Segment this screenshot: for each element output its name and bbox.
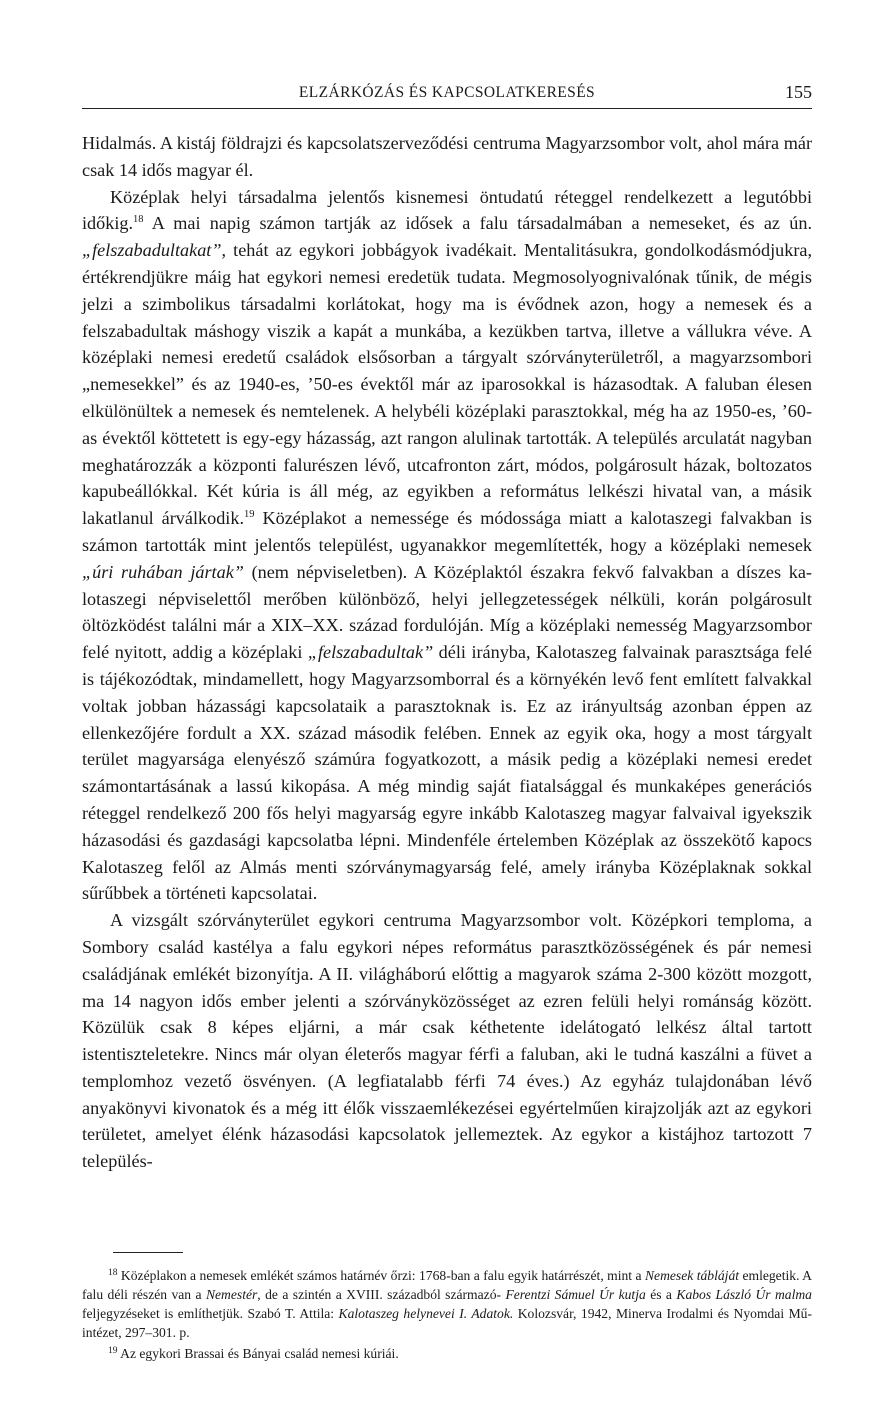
footnote-18-em-3: Ferentzi Sámuel Úr kutja (505, 1287, 646, 1302)
footnote-18-text-c: , de a szintén a XVIII. századból származó- (257, 1287, 506, 1302)
footnote-18-em-4: Kabos László Úr malma (676, 1287, 812, 1302)
footnote-18-em-2: Nemestér (205, 1287, 258, 1302)
footnote-18-text-b: emlegetik. A falu déli részén van a (82, 1268, 812, 1302)
footnote-18-number: 18 (108, 1268, 118, 1278)
paragraph-2-text-d: Középlakot a nemessége és módossága miatt a kalotaszegi falvakban is számon tartották mint jelentős települést, ugyanakkor megemlítették, hogy a középlaki nemesek (82, 508, 812, 555)
footnote-18 (82, 1266, 812, 1342)
page-number: 155 (785, 82, 812, 102)
footnote-18-text-e: feljegyzéseket is említhetjük. Szabó T. Attila: (82, 1306, 339, 1321)
running-title: ELZÁRKÓZÁS ÉS KAPCSOLATKERESÉS (298, 84, 596, 101)
footnotes (82, 1266, 812, 1363)
paragraph-2-quote-uri-ruhaban: „úri ruhában jártak” (82, 561, 244, 582)
paragraph-1 (82, 130, 812, 184)
paragraph-2-quote-felszabadultak: „felszabadultak” (307, 642, 434, 663)
paragraph-2-text-a: Középlak helyi társadalma jelentős kisnemesi öntudatú réteggel rendelkezett a legutóbbi időkig. (82, 186, 812, 234)
running-header (82, 80, 812, 109)
footnote-ref-18[interactable]: 18 (133, 214, 144, 226)
paragraph-3-text: A vizsgált szórványterület egykori centruma Magyarzsombor volt. Középkori temploma, a Sombory család kastélya a falu egykori népes református parasztközösségének és pár nemesi családjának emlékét bizonyítja. A II. világháború előttig a magyarok száma 2-300 között mozgott, ma 14 nagyon idős ember jelenti a szórványközösséget az ezren felüli helyi románság között. Közülük csak 8 képes eljárni, a már csak kéthetente idelátogató lelkész által tartott istentiszteletekre. Nincs már olyan életerős magyar férfi a faluban, aki le tudná kaszálni a füvet a templomhoz vezető ösvényen. (A legfiatalabb férfi 74 éves.) Az egyház tulajdonában lévő anyakönyvi kivonatok és a még itt élők visszaemlékezései egyértelműen kirajzolják azt az egykori területet, amelyet élénk házasodási kapcsolatok jellemeztek. Az egykor a kistájhoz tartozott 7 település- (82, 910, 812, 1172)
body-text (82, 130, 812, 1175)
paragraph-2-text-e: (nem népviseletben). A Középlaktól északra fekvő falvakban a díszes kalotaszegi népviselettől merőben különböző, helyi jellegzetességek nélküli, korán polgárosult öltözködést találni már a XIX–XX. század fordulóján. Míg a középlaki nemesség Magyarzsombor felé nyitott, addig a középlaki (82, 561, 812, 663)
paragraph-3 (82, 907, 812, 1175)
footnote-19 (82, 1344, 812, 1363)
footnote-ref-19[interactable]: 19 (244, 509, 255, 521)
footnote-divider (113, 1252, 183, 1253)
paragraph-2-text-b: A mai napig számon tartják az idősek a falu társadalmában a nemeseket, és az ún. (143, 213, 812, 234)
paragraph-2-text-f: déli irányba, Kalotaszeg falvainak parasztsága felé is tájékozódtak, mindamellett, hogy Magyarzsomborral és a környékén levő fent említett falvakkal voltak jobban házassági kapcsolataik a parasztoknak is. Ez az irányultság azonban éppen az ellenkezőjére fordult a XX. század második felében. Ennek az egyik oka, hogy a most tárgyalt terület magyarsága elenyésző számúra fogyatkozott, a másik pedig a középlaki nemesi eredet számontartásának a lassú kikopása. A még mindig saját fiatalsággal és munkaképes generációs réteggel rendelkező 200 fős helyi magyarság egyre inkább Kalotaszeg magyar falvaival igyekszik házasodási és gazdasági kapcsolatba lépni. Mindenféle értelemben Középlak az összekötő kapocs Kalotaszeg felől az Almás menti szórványmagyarság felé, amely irányba Középlaknak sokkal sűrűbbek a történeti kapcsolatai. (82, 642, 812, 904)
footnote-19-number: 19 (108, 1346, 118, 1356)
paragraph-2 (82, 184, 812, 908)
footnote-18-text-f: Kolozsvár, 1942, Minerva Irodalmi és Nyomdai Műintézet, 297–301. p. (82, 1306, 812, 1340)
footnote-18-em-1: Nemesek tábláját (644, 1268, 740, 1283)
footnote-19-text: Az egykori Brassai és Bányai család nemesi kúriái. (117, 1346, 399, 1361)
paragraph-1-text: Hidalmás. A kistáj földrajzi és kapcsolatszerveződési centruma Magyarzsombor volt, ahol mára már csak 14 idős magyar él. (82, 133, 812, 180)
footnote-18-text-d: és a (645, 1287, 677, 1302)
paragraph-2-quote-felszabadultakat: „felszabadultakat” (82, 240, 222, 261)
footnote-18-em-5: Kalotaszeg helynevei I. Adatok. (338, 1306, 514, 1321)
footnote-18-text-a: Középlakon a nemesek emlékét számos határnév őrzi: 1768-ban a falu egyik határrészét, mint a (117, 1268, 645, 1283)
paragraph-2-text-c: , tehát az egykori jobbágyok ivadékait. Mentalitásukra, gondolkodásmódjukra, értékrendjükre máig hat egykori nemesi eredetük tudata. Megmosolyognivalónak tűnik, de mégis jelzi a szimbolikus társadalmi korlátokat, hogy ma is évődnek azon, hogy a nemesek és a felszabadultak máshogy viszik a kapát a munkába, a kezükben tartva, illetve a vállukra véve. A középlaki nemesi eredetű családok elsősorban a tárgyalt szórványterületről, a magyarzsombori „nemesekkel” és az 1940-es, ’50-es évektől már az iparosokkal is házasodtak. A faluban élesen elkülönültek a nemesek és nemtelenek. A helybéli középlaki parasztokkal, még ha az 1950-es, ’60-as évektől köttetett is egy-egy házasság, azt rangon alulinak tartották. A település arculatát nagyban meghatározzák a központi falurészen lévő, utcafronton zárt, módos, polgárosult házak, boltozatos kapubeállókkal. Két kúria is áll még, az egyikben a református lelkészi hivatal van, a másik lakatlanul árválkodik. (82, 240, 812, 529)
